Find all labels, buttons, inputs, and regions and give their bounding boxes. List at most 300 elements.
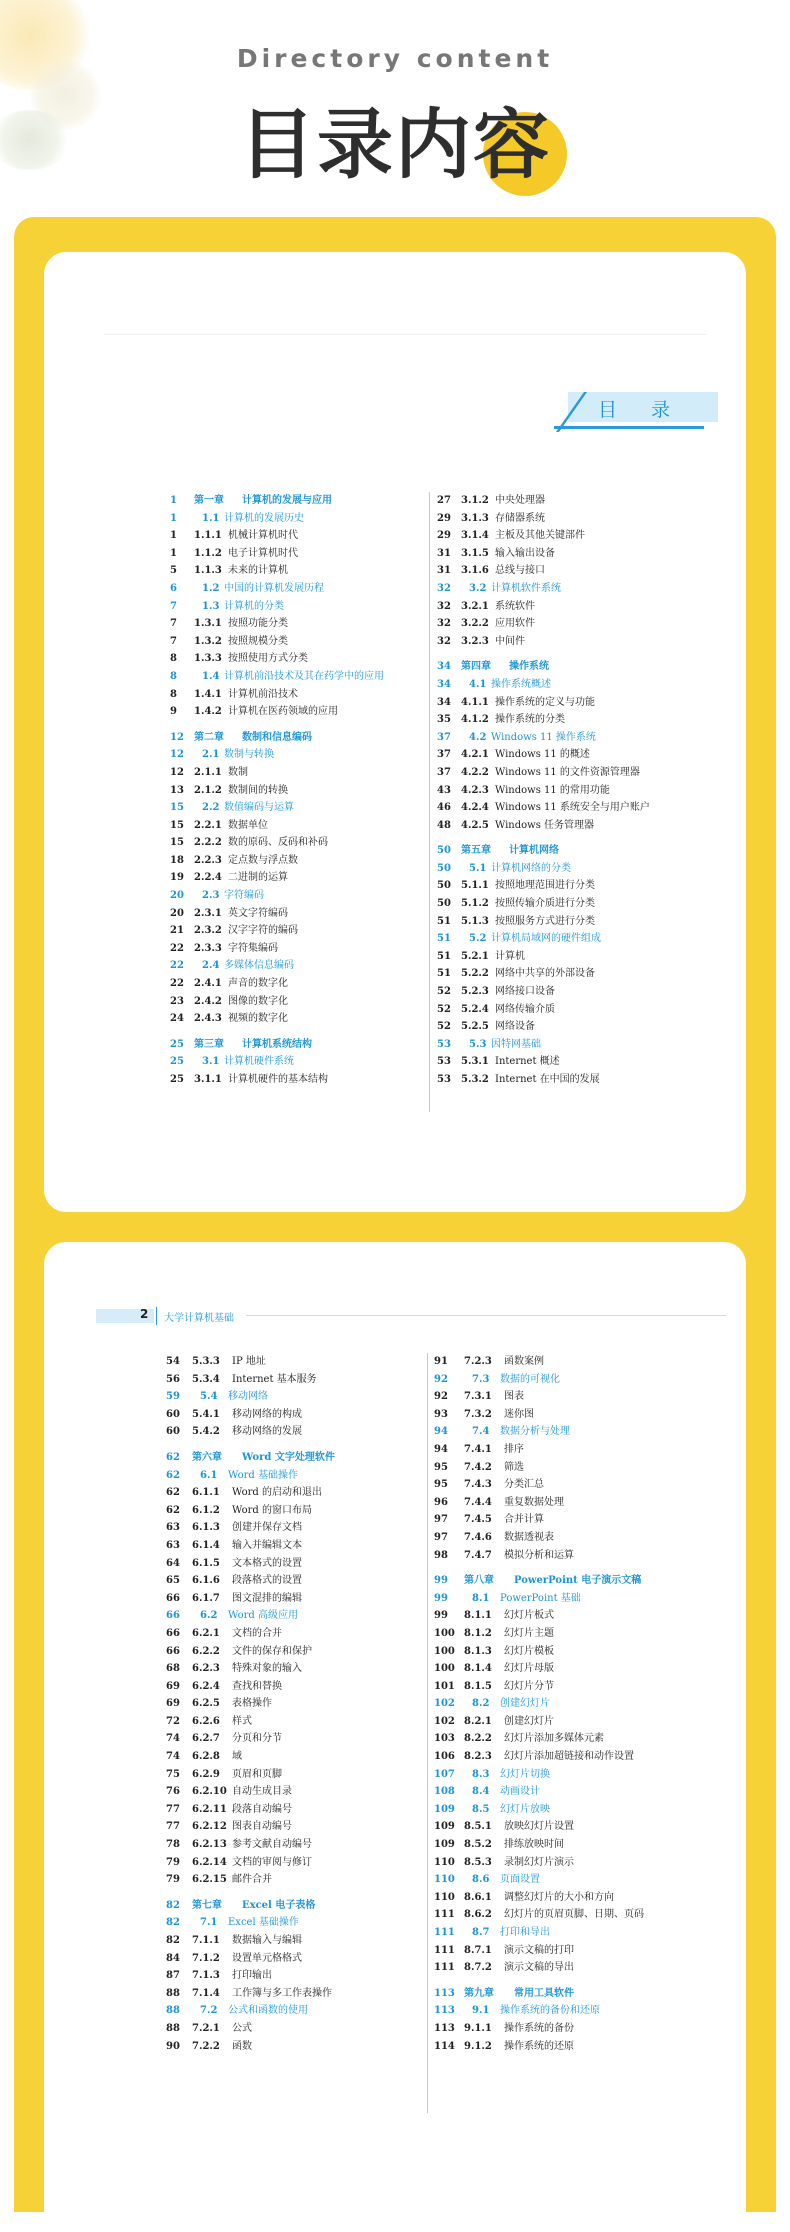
toc-page-number: 27 (437, 495, 451, 506)
toc-entry[interactable] (434, 2038, 714, 2056)
toc-page-number: 110 (434, 1891, 455, 1903)
toc-title: Windows 11 的常用功能 (495, 784, 610, 796)
toc-page-1 (44, 252, 746, 1212)
toc-number: 8.4 (472, 1786, 490, 1798)
toc-section[interactable] (434, 1695, 714, 1713)
toc-number: 8.1.2 (464, 1627, 492, 1639)
toc-title: 网络中共享的外部设备 (495, 968, 595, 980)
toc-number: 6.2.6 (192, 1715, 220, 1727)
toc-entry[interactable] (166, 1871, 426, 1889)
toc-entry[interactable] (434, 1906, 714, 1924)
toc-title: 中间件 (495, 635, 525, 647)
toc-title: 计算机局域网的硬件组成 (491, 933, 601, 945)
toc-entry[interactable] (170, 905, 420, 923)
toc-entry[interactable] (170, 703, 420, 721)
toc-page-number: 114 (434, 2040, 455, 2052)
toc-title: 排练放映时间 (504, 1839, 564, 1851)
toc-title: 幻灯片添加多媒体元素 (504, 1733, 604, 1745)
toc-entry[interactable] (170, 764, 420, 782)
toc-entry[interactable] (170, 975, 420, 993)
toc-entry[interactable] (437, 983, 677, 1001)
toc-number: 4.2.1 (461, 749, 489, 761)
spacer (437, 650, 677, 658)
toc-section[interactable] (437, 580, 677, 598)
toc-section[interactable] (166, 1914, 426, 1932)
toc-title: 数制间的转换 (228, 784, 288, 796)
toc-number: 6.1.7 (192, 1592, 220, 1604)
toc-entry[interactable] (166, 1423, 426, 1441)
toc-entry[interactable] (170, 633, 420, 651)
toc-page-number: 78 (166, 1839, 180, 1851)
toc-title: Excel 电子表格 (242, 1899, 316, 1911)
toc-page-number: 111 (434, 1962, 455, 1974)
toc-entry[interactable] (166, 1985, 426, 2003)
toc-section[interactable] (437, 1036, 677, 1054)
toc-entry[interactable] (166, 1572, 426, 1590)
toc-title: 按照功能分类 (228, 618, 288, 630)
toc-number: 2.3.3 (194, 942, 222, 954)
toc-entry[interactable] (166, 2038, 426, 2056)
toc-entry[interactable] (437, 877, 677, 895)
toc-entry[interactable] (170, 527, 420, 545)
toc-page-number: 88 (166, 1987, 180, 1999)
toc-title: 操作系统的还原 (504, 2040, 574, 2052)
toc-entry[interactable] (166, 1555, 426, 1573)
toc-number: 3.1.5 (461, 547, 489, 559)
toc-entry[interactable] (170, 834, 420, 852)
toc-number: 2.4 (202, 960, 220, 972)
toc-entry[interactable] (434, 1730, 714, 1748)
toc-number: 6.2.15 (192, 1874, 227, 1886)
toc-entry[interactable] (434, 1353, 714, 1371)
toc-title: 操作系统的备份 (504, 2022, 574, 2034)
toc-entry[interactable] (434, 1441, 714, 1459)
toc-page-number: 74 (166, 1733, 180, 1745)
toc-entry[interactable] (437, 1071, 677, 1089)
toc-page-number: 25 (170, 1056, 184, 1068)
toc-page-number: 19 (170, 872, 184, 884)
toc-number: 第七章 (192, 1899, 222, 1911)
toc-number: 5.1.3 (461, 915, 489, 927)
toc-entry[interactable] (166, 1660, 426, 1678)
toc-page-number: 37 (437, 766, 451, 778)
toc-entry[interactable] (434, 1494, 714, 1512)
toc-chapter[interactable] (437, 658, 677, 676)
toc-page-number: 59 (166, 1391, 180, 1403)
toc-title: 放映幻灯片设置 (504, 1821, 574, 1833)
toc-number: 3.1.2 (461, 495, 489, 506)
toc-section[interactable] (434, 1590, 714, 1608)
toc-number: 1.1.1 (194, 530, 222, 542)
toc-chapter[interactable] (434, 1985, 714, 2003)
toc-number: 4.1.2 (461, 714, 489, 726)
toc-entry[interactable] (170, 817, 420, 835)
toc-number: 5.2.3 (461, 986, 489, 998)
toc-title: 特殊对象的输入 (232, 1663, 302, 1675)
toc-section[interactable] (437, 676, 677, 694)
toc-entry[interactable] (170, 1071, 420, 1089)
book-title: 大学计算机基础 (164, 1313, 234, 1324)
toc-title: 公式和函数的使用 (228, 2005, 308, 2017)
toc-entry[interactable] (437, 965, 677, 983)
spacer (166, 1889, 426, 1897)
toc-section[interactable] (166, 1467, 426, 1485)
toc-title: 图像的数字化 (228, 995, 288, 1007)
toc-number: 7.4.3 (464, 1479, 492, 1491)
toc-title: 数制与转换 (224, 749, 274, 761)
toc-title: 数值编码与运算 (224, 802, 294, 814)
toc-entry[interactable] (437, 1053, 677, 1071)
toc-title: 幻灯片母版 (504, 1663, 554, 1675)
toc-entry[interactable] (437, 562, 677, 580)
toc-entry[interactable] (170, 852, 420, 870)
toc-section[interactable] (170, 746, 420, 764)
toc-entry[interactable] (437, 782, 677, 800)
toc-entry[interactable] (434, 1547, 714, 1565)
toc-entry[interactable] (437, 746, 677, 764)
toc-entry[interactable] (166, 1713, 426, 1731)
toc-page-number: 53 (437, 1056, 451, 1068)
toc-number: 6.2 (200, 1610, 218, 1622)
toc-number: 8.1.5 (464, 1680, 492, 1692)
toc-number: 6.2.4 (192, 1680, 220, 1692)
toc-page-number: 37 (437, 731, 451, 743)
toc-entry[interactable] (166, 1801, 426, 1819)
toc-entry[interactable] (166, 1353, 426, 1371)
toc-entry[interactable] (434, 1748, 714, 1766)
toc-entry[interactable] (437, 545, 677, 563)
toc-entry[interactable] (170, 782, 420, 800)
toc-title: Windows 11 的文件资源管理器 (495, 766, 640, 778)
toc-number: 3.1.6 (461, 565, 489, 577)
toc-entry[interactable] (437, 948, 677, 966)
toc-section[interactable] (170, 510, 420, 528)
toc-page-number: 96 (434, 1496, 448, 1508)
toc-section[interactable] (170, 957, 420, 975)
toc-page-number: 53 (437, 1038, 451, 1050)
spacer (434, 1977, 714, 1985)
toc-title: Word 的启动和退出 (232, 1487, 322, 1499)
toc-page-number: 106 (434, 1751, 455, 1763)
toc-section[interactable] (434, 1871, 714, 1889)
toc-section[interactable] (166, 1607, 426, 1625)
toc-title: 函数 (232, 2040, 252, 2052)
toc-section[interactable] (170, 580, 420, 598)
toc-page-number: 108 (434, 1786, 455, 1798)
toc-number: 5.4.1 (192, 1408, 220, 1420)
toc-entry[interactable] (166, 1484, 426, 1502)
toc-entry[interactable] (437, 598, 677, 616)
toc-entry[interactable] (434, 1660, 714, 1678)
toc-number: 8.2.3 (464, 1751, 492, 1763)
toc-page-number: 48 (437, 819, 451, 831)
toc-number: 1.1.3 (194, 565, 222, 577)
toc-entry[interactable] (166, 1783, 426, 1801)
toc-title: Windows 11 的概述 (495, 749, 590, 761)
toc-section[interactable] (434, 1766, 714, 1784)
toc-entry[interactable] (166, 1730, 426, 1748)
toc-chapter[interactable] (166, 1449, 426, 1467)
toc-page-number: 111 (434, 1909, 455, 1921)
toc-number: 6.2.1 (192, 1627, 220, 1639)
toc-section[interactable] (166, 1388, 426, 1406)
toc-chapter[interactable] (434, 1572, 714, 1590)
toc-title: 调整幻灯片的大小和方向 (504, 1891, 614, 1903)
toc-entry[interactable] (434, 1942, 714, 1960)
toc-entry[interactable] (434, 1529, 714, 1547)
toc-number: 7.4.4 (464, 1496, 492, 1508)
toc-title: 常用工具软件 (514, 1987, 574, 1999)
toc-entry[interactable] (437, 764, 677, 782)
toc-title: 排序 (504, 1443, 524, 1455)
toc-section[interactable] (437, 860, 677, 878)
toc-entry[interactable] (170, 1010, 420, 1028)
toc-entry[interactable] (166, 1818, 426, 1836)
toc-title: Windows 11 操作系统 (491, 731, 596, 743)
toc-entry[interactable] (434, 1511, 714, 1529)
toc-title: 操作系统的分类 (495, 714, 565, 726)
toc-entry[interactable] (170, 562, 420, 580)
toc-page-number: 56 (166, 1373, 180, 1385)
toc-entry[interactable] (434, 1678, 714, 1696)
toc-title: 计算机网络 (509, 845, 559, 857)
toc-entry[interactable] (170, 650, 420, 668)
page-header (96, 1307, 726, 1327)
toc-entry[interactable] (170, 993, 420, 1011)
toc-section[interactable] (170, 887, 420, 905)
toc-chapter[interactable] (170, 492, 420, 510)
toc-title: 网络传输介质 (495, 1003, 555, 1015)
toc-chapter[interactable] (170, 1036, 420, 1054)
toc-page-number: 1 (170, 495, 177, 506)
toc-entry[interactable] (437, 895, 677, 913)
toc-number: 第二章 (194, 731, 224, 743)
toc-entry[interactable] (166, 1625, 426, 1643)
toc-entry[interactable] (437, 492, 677, 510)
toc-page-number: 52 (437, 1003, 451, 1015)
toc-entry[interactable] (166, 1695, 426, 1713)
toc-section[interactable] (166, 2002, 426, 2020)
toc-page-number: 60 (166, 1426, 180, 1438)
toc-number: 8.6 (472, 1874, 490, 1886)
page-number: 2 (140, 1307, 149, 1321)
toc-entry[interactable] (166, 1950, 426, 1968)
banner-underline (554, 426, 704, 429)
toc-number: 6.2.14 (192, 1856, 227, 1868)
toc-title: 数据分析与处理 (500, 1426, 570, 1438)
toc-number: 6.2.10 (192, 1786, 227, 1798)
toc-entry[interactable] (437, 527, 677, 545)
hero-banner (0, 0, 790, 215)
toc-number: 第五章 (461, 845, 491, 857)
toc-title: 电子计算机时代 (228, 547, 298, 559)
toc-entry[interactable] (437, 799, 677, 817)
toc-title: 计算机软件系统 (491, 582, 561, 594)
toc-page-number: 34 (437, 661, 451, 673)
toc-entry[interactable] (437, 694, 677, 712)
toc-entry[interactable] (170, 940, 420, 958)
toc-section[interactable] (170, 799, 420, 817)
toc-entry[interactable] (437, 1018, 677, 1036)
toc-entry[interactable] (437, 913, 677, 931)
toc-entry[interactable] (434, 1818, 714, 1836)
toc-number: 5.3.3 (192, 1356, 220, 1367)
toc-entry[interactable] (434, 1713, 714, 1731)
toc-number: 2.2.2 (194, 837, 222, 849)
toc-title: PowerPoint 电子演示文稿 (514, 1575, 642, 1587)
toc-section[interactable] (437, 930, 677, 948)
header-rule (246, 1315, 726, 1316)
toc-entry[interactable] (434, 1643, 714, 1661)
toc-chapter[interactable] (166, 1897, 426, 1915)
toc-page-number: 79 (166, 1856, 180, 1868)
toc-page-number: 37 (437, 749, 451, 761)
toc-entry[interactable] (166, 1678, 426, 1696)
toc-title: 重复数据处理 (504, 1496, 564, 1508)
toc-entry[interactable] (434, 1959, 714, 1977)
toc-entry[interactable] (170, 869, 420, 887)
toc-title: 移动网络的发展 (232, 1426, 302, 1438)
toc-title: 公式 (232, 2022, 252, 2034)
toc-title: 演示文稿的导出 (504, 1962, 574, 1974)
toc-number: 7.1.3 (192, 1970, 220, 1982)
toc-page-number: 88 (166, 2005, 180, 2017)
toc-number: 3.1.4 (461, 530, 489, 542)
toc-title: 因特网基础 (491, 1038, 541, 1050)
toc-page-2 (44, 1242, 746, 2232)
toc-section[interactable] (434, 1371, 714, 1389)
toc-section[interactable] (170, 668, 420, 686)
toc-entry[interactable] (166, 1766, 426, 1784)
toc-section[interactable] (434, 1423, 714, 1441)
toc-number: 8.2 (472, 1698, 490, 1710)
toc-page-number: 76 (166, 1786, 180, 1798)
toc-entry[interactable] (170, 686, 420, 704)
toc-number: 8.3 (472, 1768, 490, 1780)
toc-entry[interactable] (437, 1001, 677, 1019)
toc-entry[interactable] (434, 1854, 714, 1872)
toc-section[interactable] (437, 729, 677, 747)
toc-page-number: 110 (434, 1856, 455, 1868)
toc-entry[interactable] (166, 1967, 426, 1985)
toc-number: 7.4.1 (464, 1443, 492, 1455)
toc-page-number: 72 (166, 1715, 180, 1727)
toc-entry[interactable] (434, 1836, 714, 1854)
toc-page-number: 20 (170, 890, 184, 902)
toc-entry[interactable] (434, 1625, 714, 1643)
toc-page-number: 54 (166, 1356, 180, 1367)
toc-section[interactable] (170, 598, 420, 616)
toc-page-number: 102 (434, 1715, 455, 1727)
toc-entry[interactable] (166, 1537, 426, 1555)
spacer (437, 834, 677, 842)
toc-title: 计算机系统结构 (242, 1038, 312, 1050)
toc-page-number: 62 (166, 1451, 180, 1463)
toc-section[interactable] (434, 1924, 714, 1942)
toc-entry[interactable] (434, 1476, 714, 1494)
toc-entry[interactable] (437, 633, 677, 651)
toc-entry[interactable] (170, 922, 420, 940)
toc-section[interactable] (434, 1801, 714, 1819)
toc-page-number: 65 (166, 1575, 180, 1587)
toc-page-number: 94 (434, 1443, 448, 1455)
toc-entry[interactable] (166, 1748, 426, 1766)
toc-page-number: 75 (166, 1768, 180, 1780)
toc-entry[interactable] (437, 711, 677, 729)
toc-number: 6.2.3 (192, 1663, 220, 1675)
toc-page-number: 100 (434, 1663, 455, 1675)
toc-title: 筛选 (504, 1461, 524, 1473)
toc-entry[interactable] (166, 1854, 426, 1872)
toc-number: 4.2.3 (461, 784, 489, 796)
toc-section[interactable] (434, 1783, 714, 1801)
toc-page-number: 97 (434, 1531, 448, 1543)
toc-section[interactable] (170, 1053, 420, 1071)
toc-number: 2.4.1 (194, 978, 222, 990)
toc-entry[interactable] (166, 1836, 426, 1854)
toc-number: 1.3 (202, 600, 220, 612)
toc-page-number: 82 (166, 1935, 180, 1946)
toc-entry[interactable] (166, 1932, 426, 1950)
toc-number: 8.1.1 (464, 1610, 492, 1622)
toc-entry[interactable] (170, 615, 420, 633)
toc-entry[interactable] (170, 545, 420, 563)
toc-entry[interactable] (166, 1643, 426, 1661)
toc-number: 7.3.2 (464, 1408, 492, 1420)
toc-page-number: 1 (170, 512, 177, 524)
toc-page-number: 35 (437, 714, 451, 726)
toc-entry[interactable] (437, 615, 677, 633)
toc-entry[interactable] (437, 817, 677, 835)
toc-number: 2.3.1 (194, 907, 222, 919)
toc-number: 6.2.11 (192, 1803, 227, 1815)
toc-entry[interactable] (434, 1406, 714, 1424)
toc-chapter[interactable] (170, 729, 420, 747)
toc-number: 1.1.2 (194, 547, 222, 559)
toc-page-number: 66 (166, 1645, 180, 1657)
toc-page-number: 25 (170, 1074, 184, 1085)
toc-page-number: 50 (437, 845, 451, 857)
toc-entry[interactable] (166, 1406, 426, 1424)
toc-page-number: 12 (170, 731, 184, 743)
toc-section[interactable] (434, 2002, 714, 2020)
toc-page-number: 9 (170, 706, 177, 718)
toc-column-left (166, 1353, 426, 2055)
toc-entry[interactable] (166, 2020, 426, 2038)
toc-page-number: 94 (434, 1426, 448, 1438)
toc-chapter[interactable] (437, 842, 677, 860)
toc-entry[interactable] (434, 1459, 714, 1477)
toc-number: 8.5.3 (464, 1856, 492, 1868)
toc-title: 二进制的运算 (228, 872, 288, 884)
toc-entry[interactable] (166, 1519, 426, 1537)
toc-entry[interactable] (434, 2020, 714, 2038)
toc-entry[interactable] (166, 1371, 426, 1389)
toc-page-number: 97 (434, 1514, 448, 1526)
toc-number: 3.2 (469, 582, 487, 594)
toc-entry[interactable] (434, 1607, 714, 1625)
toc-title: 多媒体信息编码 (224, 960, 294, 972)
toc-entry[interactable] (166, 1502, 426, 1520)
toc-entry[interactable] (434, 1889, 714, 1907)
toc-page-number: 43 (437, 784, 451, 796)
banner-text: 目 录 (598, 399, 685, 421)
toc-page-number: 91 (434, 1356, 448, 1367)
toc-entry[interactable] (166, 1590, 426, 1608)
toc-title: 幻灯片切换 (500, 1768, 550, 1780)
toc-entry[interactable] (437, 510, 677, 528)
toc-entry[interactable] (434, 1388, 714, 1406)
